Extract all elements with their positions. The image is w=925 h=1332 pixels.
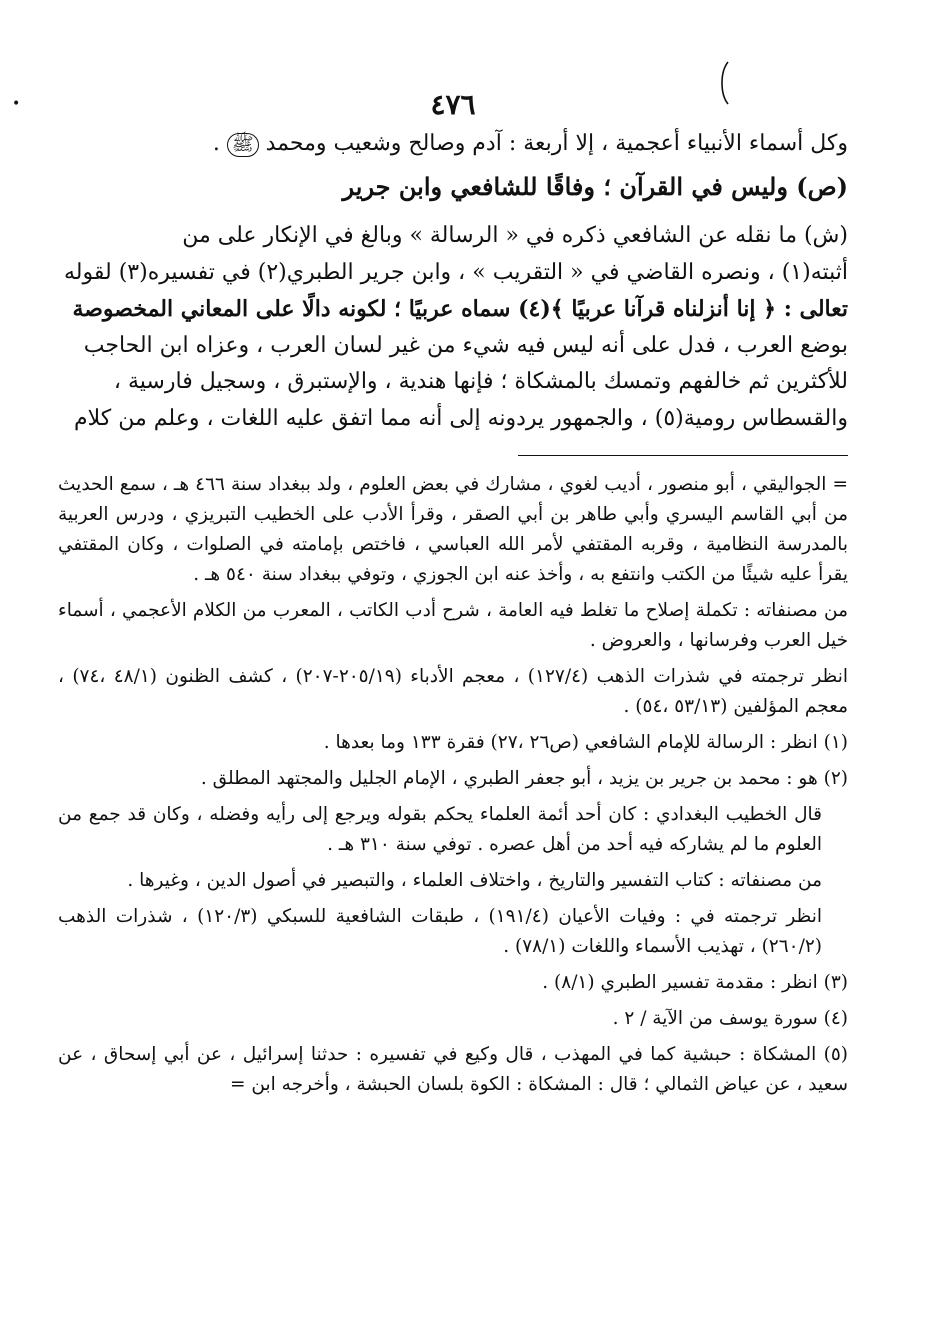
sharh-line: بوضع العرب ، فدل على أنه ليس فيه شيء من غير لسان العرب ، وعزاه ابن الحاجب [83,332,848,358]
footnote-paragraph: قال الخطيب البغدادي : كان أحد أئمة العلماء يحكم بقوله ويرجع إلى رأيه وفضله ، وكان قد جمع من العلوم ما لم يشاركه فيه أحد من أهل عصره . توفي سنة ٣١٠ هـ . [58,804,822,855]
footnote-2 [58,764,848,962]
footnote-5 [58,1040,848,1100]
footnote-paragraph: من مصنفاته : كتاب التفسير والتاريخ ، واختلاف العلماء ، والتبصير في أصول الدين ، وغيرها . [127,870,822,891]
matn-heading: (ص) وليس في القرآن ؛ وفاقًا للشافعي وابن جرير [342,172,848,201]
footnote-paragraph: (١) انظر : الرسالة للإمام الشافعي (ص٢٦ ،٢٧) فقرة ١٣٣ وما بعدها . [323,732,848,753]
page-number: ٤٧٦ [430,88,476,121]
top-line-end: . [212,131,220,156]
footnote-1 [58,728,848,758]
top-line [58,126,848,162]
footnote-separator [518,455,848,456]
top-line-text: وكل أسماء الأنبياء أعجمية ، إلا أربعة : آدم وصالح وشعيب ومحمد [265,131,848,156]
footnote-paragraph: (٥) المشكاة : حبشية كما في المهذب ، قال وكيع في تفسيره : حدثنا إسرائيل ، عن أبي إسحاق ، عن سعيد ، عن عياض الثمالي ؛ قال : المشكاة : الكوة بلسان الحبشة ، وأخرجه ابن = [58,1044,848,1095]
footnote-paragraph: (٣) انظر : مقدمة تفسير الطبري (٨/١) . [542,972,848,993]
side-dot-mark: • [12,96,21,112]
footnote-paragraph: انظر ترجمته في : وفيات الأعيان (١٩١/٤) ، طبقات الشافعية للسبكي (١٢٠/٣) ، شذرات الذهب (٢٦٠/٢) ، تهذيب الأسماء واللغات (٧٨/١) . [58,906,822,957]
sharh-line: (ش) ما نقله عن الشافعي ذكره في « الرسالة » وبالغ في الإنكار على من [182,223,848,248]
footnote-4 [58,1004,848,1034]
footnote-paragraph: = الجواليقي ، أبو منصور ، أديب لغوي ، مشارك في بعض العلوم ، ولد ببغداد سنة ٤٦٦ هـ ، سمع الحديث من أبي القاسم اليسري وأبي طاهر بن أبي الصقر ، وقرأ الأدب على الخطيب التبريزي ، ودرس العربية بالمدرسة النظامية ، وقربه المقتفي لأمر الله العباسي ، فاختص بإمامته في الصلوات ، وكان المقتفي يقرأ عليه شيئًا من الكتب وانتفع به ، وأخذ عنه ابن الجوزي ، وتوفي ببغداد سنة ٥٤٠ هـ . [58,474,848,585]
footnote-paragraph: من مصنفاته : تكملة إصلاح ما تغلط فيه العامة ، شرح أدب الكاتب ، المعرب من الكلام الأعجمي ، أسماء خيل العرب وفرسانها ، والعروض . [58,600,848,651]
footnote-3 [58,968,848,998]
sharh-line: والقسطاس رومية(٥) ، والجمهور يردونه إلى أنه مما اتفق عليه اللغات ، وعلم من كلام [74,405,848,431]
footnote-paragraph: (٤) سورة يوسف من الآية / ٢ . [612,1008,848,1029]
footnote-paragraph: انظر ترجمته في شذرات الذهب (١٢٧/٤) ، معجم الأدباء (٢٠٥/١٩-٢٠٧) ، كشف الظنون (٤٨/١ ،٧٤) ، معجم المؤلفين (٥٣/١٣ ،٥٤) . [58,666,848,717]
footnotes-section [58,470,848,1100]
footnote-paragraph: (٢) هو : محمد بن جرير بن يزيد ، أبو جعفر الطبري ، الإمام الجليل والمجتهد المطلق . [200,768,848,789]
book-page [58,88,848,1298]
sharh-paragraph [58,218,848,437]
footnote-continued [58,470,848,722]
salutation-seal: ﷺ [227,133,259,157]
sharh-line: تعالى : ﴿ إنا أنزلناه قرآنا عربيًا ﴾(٤) سماه عربيًا ؛ لكونه دالًا على المعاني المخصوصة [72,296,848,322]
sharh-line: أثبته(١) ، ونصره القاضي في « التقريب » ، وابن جرير الطبري(٢) في تفسيره(٣) لقوله [64,259,848,285]
sharh-line: للأكثرين ثم خالفهم وتمسك بالمشكاة ؛ فإنها هندية ، والإستبرق ، وسجيل فارسية ، [113,369,848,394]
